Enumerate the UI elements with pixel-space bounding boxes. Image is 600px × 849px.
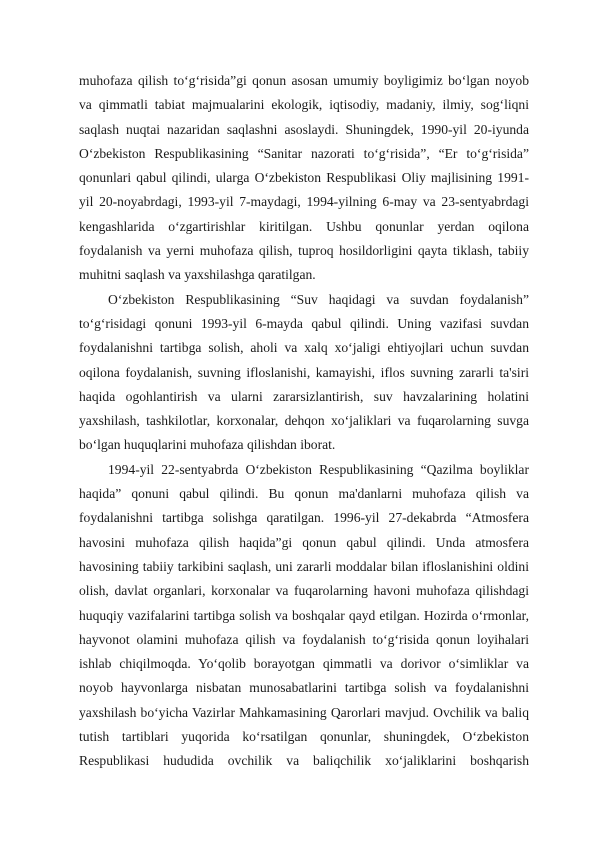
text-line: foydalanishni tartibga solish, aholi va xalq xo‘jaligi ehtiyojlari uchun suvdan <box>79 340 529 356</box>
text-line: yil 20-noyabrdagi, 1993-yil 7-maydagi, 1994-yilning 6-may va 23-sentyabrdagi <box>79 194 529 210</box>
text-line: yaxshilash, tashkilotlar, korxonalar, dehqon xo‘jaliklari va fuqarolarning suvga <box>79 413 529 429</box>
text-line: O‘zbekiston Respublikasining “Sanitar nazorati to‘g‘risida”, “Er to‘g‘risida” <box>79 145 529 161</box>
text-line: saqlash nuqtai nazaridan saqlashni asoslaydi. Shuningdek, 1990-yil 20-iyunda <box>79 121 529 137</box>
text-line: to‘g‘risidagi qonuni 1993-yil 6-mayda qabul qilindi. Uning vazifasi suvdan <box>79 315 529 331</box>
text-line: havosini muhofaza qilish haqida”gi qonun qabul qilindi. Unda atmosfera <box>79 534 529 550</box>
text-line: haqida” qonuni qabul qilindi. Bu qonun ma'danlarni muhofaza qilish va <box>79 486 529 502</box>
text-line: yaxshilash bo‘yicha Vazirlar Mahkamasining Qarorlari mavjud. Ovchilik va baliq <box>79 704 529 720</box>
text-line: tutish tartiblari yuqorida ko‘rsatilgan qonunlar, shuningdek, O‘zbekiston <box>79 729 529 745</box>
text-line: oqilona foydalanish, suvning ifloslanishi, kamayishi, iflos suvning zararli ta'siri <box>79 364 529 380</box>
text-line: bo‘lgan huquqlarini muhofaza qilishdan iborat. <box>79 437 336 453</box>
text-line: havosining tabiiy tarkibini saqlash, uni zararli moddalar bilan ifloslanishini oldini <box>79 558 529 574</box>
paragraph-3 <box>79 458 529 774</box>
text-line: ishlab chiqilmoqda. Yo‘qolib borayotgan qimmatli va dorivor o‘simliklar va <box>79 656 529 672</box>
paragraph-2 <box>79 288 529 458</box>
paragraph-1 <box>79 69 529 288</box>
text-line: huquqiy vazifalarini tartibga solish va boshqalar qayd etilgan. Hozirda o‘rmonlar, <box>79 607 529 623</box>
text-line: foydalanishni tartibga solishga qaratilgan. 1996-yil 27-dekabrda “Atmosfera <box>79 510 529 526</box>
text-line: hayvonot olamini muhofaza qilish va foydalanish to‘g‘risida qonun loyihalari <box>79 631 529 647</box>
text-line: kengashlarida o‘zgartirishlar kiritilgan. Ushbu qonunlar yerdan oqilona <box>79 218 529 234</box>
text-line: foydalanish va yerni muhofaza qilish, tuproq hosildorligini qayta tiklash, tabiiy <box>79 243 529 259</box>
text-line: muhitni saqlash va yaxshilashga qaratilgan. <box>79 267 316 283</box>
text-line: olish, davlat organlari, korxonalar va fuqarolarning havoni muhofaza qilishdagi <box>79 583 529 599</box>
text-line: noyob hayvonlarga nisbatan munosabatlarini tartibga solish va foydalanishni <box>79 680 529 696</box>
text-line: O‘zbekiston Respublikasining “Suv haqidagi va suvdan foydalanish” <box>108 291 529 307</box>
text-line: va qimmatli tabiat majmualarini ekologik, iqtisodiy, madaniy, ilmiy, sog‘liqni <box>79 97 529 113</box>
document-page <box>79 69 529 774</box>
text-line: Respublikasi hududida ovchilik va baliqchilik xo‘jaliklarini boshqarish <box>79 753 529 769</box>
text-line: muhofaza qilish to‘g‘risida”gi qonun asosan umumiy boyligimiz bo‘lgan noyob <box>79 73 529 88</box>
text-line: qonunlari qabul qilindi, ularga O‘zbekiston Respublikasi Oliy majlisining 1991- <box>79 170 529 186</box>
text-line: 1994-yil 22-sentyabrda O‘zbekiston Respublikasining “Qazilma boyliklar <box>108 461 529 477</box>
text-line: haqida ogohlantirish va ularni zararsizlantirish, suv havzalarining holatini <box>79 388 529 404</box>
